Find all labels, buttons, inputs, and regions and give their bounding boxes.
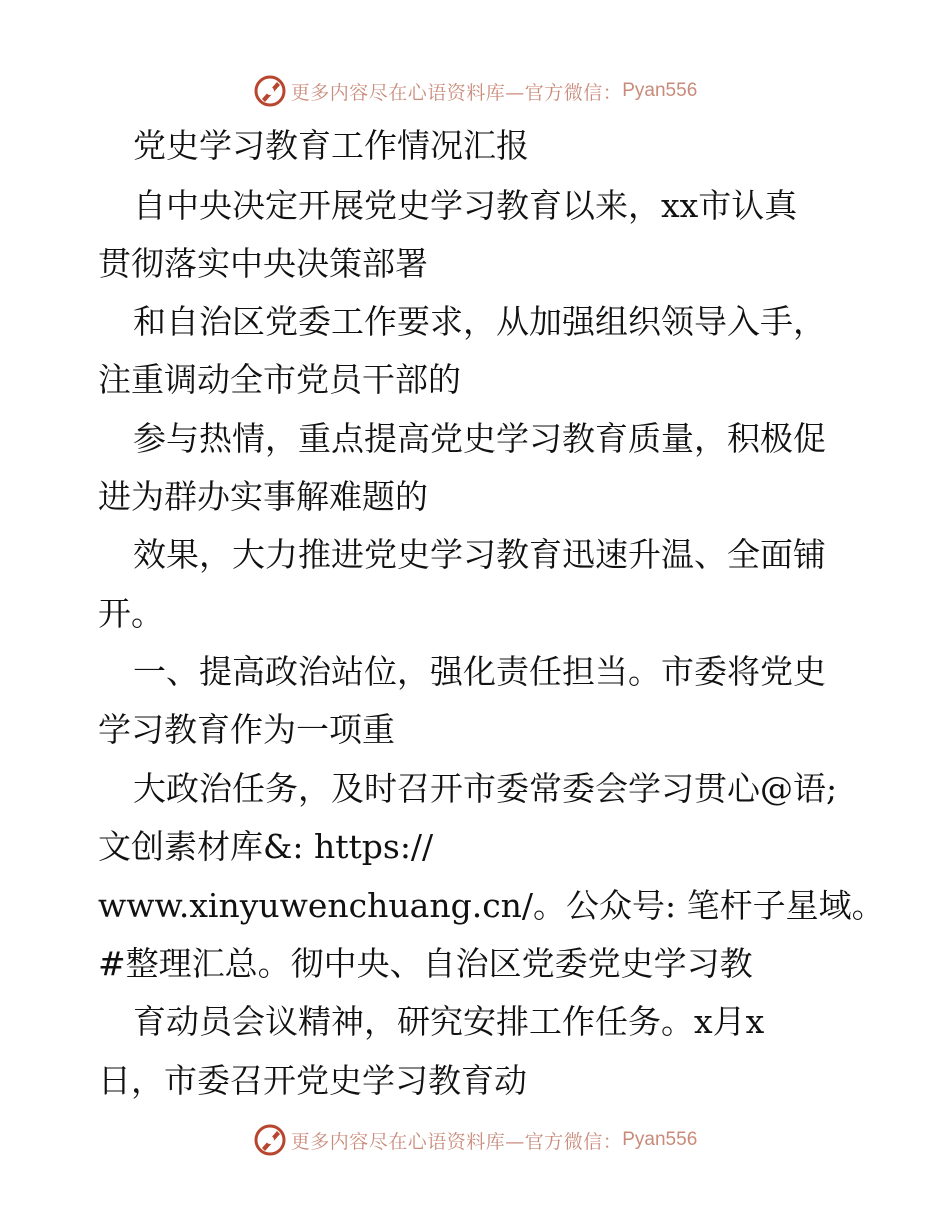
watermark-text: 更多内容尽在心语资料库—官方微信： <box>290 81 623 104</box>
watermark-text: 更多内容尽在心语资料库—官方微信： <box>290 1130 623 1153</box>
document-title: 党史学习教育工作情况汇报 <box>133 126 529 165</box>
paragraph-line: 注重调动全市党员干部的 <box>98 360 461 399</box>
paragraph-line: 效果，大力推进党史学习教育迅速升温、全面铺 <box>133 535 826 574</box>
paragraph-line: 和自治区党委工作要求，从加强组织领导入手， <box>133 302 826 341</box>
watermark-wechat-id: Pyan556 <box>622 80 698 101</box>
paragraph-line: 日，市委召开党史学习教育动 <box>98 1061 527 1100</box>
watermark-footer <box>0 1120 950 1160</box>
paragraph-line: 开。 <box>98 594 164 633</box>
paragraph-line: www.xinyuwenchuang.cn/。公众号: 笔杆子星域。 <box>98 886 885 925</box>
paragraph-line: #整理汇总。彻中央、自治区党委党史学习教 <box>98 944 753 983</box>
paragraph-line: 文创素材库&: https:// <box>98 827 434 866</box>
paragraph-line: 育动员会议精神，研究安排工作任务。x月x <box>133 1002 765 1041</box>
paragraph-line: 参与热情，重点提高党史学习教育质量，积极促 <box>133 419 826 458</box>
paragraph-line: 进为群办实事解难题的 <box>98 477 428 516</box>
watermark-wechat-id: Pyan556 <box>622 1129 698 1150</box>
red-circle-pen-logo-icon <box>253 1123 287 1157</box>
paragraph-line: 学习教育作为一项重 <box>98 710 395 749</box>
paragraph-line: 贯彻落实中央决策部署 <box>98 244 428 283</box>
paragraph-line: 自中央决定开展党史学习教育以来，xx市认真 <box>133 186 798 225</box>
paragraph-line: 大政治任务，及时召开市委常委会学习贯心@语; <box>133 769 838 808</box>
section-heading-line: 一、提高政治站位，强化责任担当。市委将党史 <box>133 652 826 691</box>
